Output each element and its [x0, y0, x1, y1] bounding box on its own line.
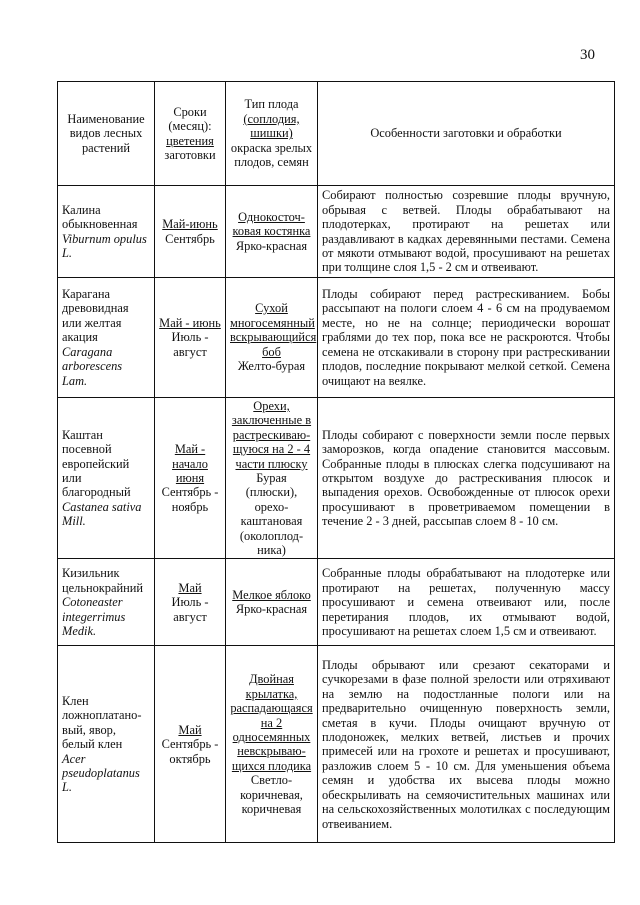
fruit-cell — [226, 559, 318, 646]
fruit-cell — [226, 278, 318, 398]
harvest-description: Плоды обрывают или срезают секаторами и сучкорезами в фазе полной зрелости или отряхивают на землю на подостланные пологи или на предварительно очищенную поверхность земли, сметая в кучи. Плоды очищают вручную от плодоножек, мелких ветвей, листьев и прочих примесей или на грохоте и решетах и просушивают, разложив слоем 5 - 10 см. Для уменьшения объема семян и удобства их высева плоды можно обескрыливать на семяочистительных машинах или на сельскохозяйственных молотилках с последующим отвеиванием. — [318, 646, 615, 843]
header-description: Особенности заготовки и обработки — [318, 82, 615, 186]
table-row — [58, 559, 615, 646]
table-row — [58, 646, 615, 843]
fruit-type: Однокосточ-ковая костянка — [232, 209, 311, 239]
dates-cell — [155, 278, 226, 398]
header-dates-harvest: заготовки — [164, 147, 216, 162]
harvest-description: Собранные плоды обрабатывают на плодотерке или протирают на решетах, полученную массу просушивают и семена отвеивают или, после перетирания плодов, их отмывают водой, просушивают на решетах слоем 1,5 см и отвеивают. — [318, 559, 615, 646]
species-name: Калина обыкновенная — [62, 202, 138, 232]
flowering-month: Май — [178, 580, 202, 595]
header-dates-flowering: цветения — [166, 133, 214, 148]
fruit-cell — [226, 398, 318, 559]
header-fruit-color: окраска зрелых плодов, семян — [230, 140, 313, 170]
flowering-month: Май - июнь — [159, 315, 221, 330]
flowering-month: Май - начало июня — [172, 442, 208, 486]
table-row — [58, 186, 615, 278]
harvest-month: Сентябрь - ноябрь — [161, 485, 219, 514]
species-latin: Acer pseudoplatanus L. — [62, 751, 140, 795]
harvest-table — [57, 81, 615, 843]
table-row — [58, 398, 615, 559]
species-cell — [58, 398, 155, 559]
species-latin: Castanea sativa Mill. — [62, 499, 142, 529]
flowering-month: Май-июнь — [162, 217, 218, 232]
fruit-color: Светло-коричневая, коричневая — [240, 773, 303, 817]
dates-cell — [155, 398, 226, 559]
harvest-month: Сентябрь - октябрь — [161, 737, 219, 766]
flowering-month: Май — [178, 722, 202, 737]
header-fruit-title: Тип плода — [244, 97, 299, 112]
header-fruit — [226, 82, 318, 186]
fruit-color: Ярко-красная — [235, 602, 308, 617]
species-name: Карагана древовидная или желтая акация — [62, 287, 129, 345]
fruit-color: Желто-бурая — [237, 359, 306, 374]
species-cell — [58, 559, 155, 646]
header-fruit-sub: (соплодия, шишки) — [243, 111, 300, 141]
fruit-type: Сухой многосемянный вскрывающийся боб — [230, 301, 317, 359]
species-name: Каштан посевной европейский или благородный — [62, 427, 131, 500]
harvest-description: Плоды собирают перед растрескиванием. Бобы рассыпают на пологи слоем 4 - 6 см на продуваемом месте, но не на солнце; периодически ворошат граблями до тех пор, пока все не раскроются. Чтобы семена не отскакивали в сторону при растрескивании плодов, последние покрывают мелкой сеткой. Семена очищают на веялке. — [318, 278, 615, 398]
species-name: Клен ложноплатано-вый, явор, белый клен — [62, 694, 142, 752]
species-latin: Viburnum opulus L. — [62, 231, 147, 260]
fruit-type: Двойная крылатка, распадающаяся на 2 односемянных невскрываю-щихся плодика — [230, 672, 313, 773]
species-cell — [58, 646, 155, 843]
species-latin: Caragana arborescens Lam. — [62, 344, 123, 388]
header-dates — [155, 82, 226, 186]
table-header-row — [58, 82, 615, 186]
fruit-type: Мелкое яблоко — [232, 588, 311, 603]
fruit-cell — [226, 186, 318, 278]
header-dates-title: Сроки (месяц): — [168, 104, 212, 134]
harvest-month: Июль - август — [171, 595, 209, 624]
dates-cell — [155, 186, 226, 278]
fruit-color: Ярко-красная — [235, 238, 308, 253]
harvest-month: Июль - август — [171, 330, 209, 359]
species-name: Кизильник цельнокрайний — [62, 566, 144, 595]
fruit-type: Орехи, заключенные в растрескиваю-щуюся на 2 - 4 части плюску — [231, 399, 312, 471]
dates-cell — [155, 559, 226, 646]
fruit-cell — [226, 646, 318, 843]
page-number: 30 — [580, 47, 595, 63]
header-species-name: Наименование видов лесных растений — [58, 82, 155, 186]
dates-cell — [155, 646, 226, 843]
harvest-month: Сентябрь — [165, 231, 215, 246]
fruit-color: Бурая (плюски), орехо-каштановая (околоплод-ника) — [239, 471, 304, 558]
species-cell — [58, 278, 155, 398]
table-row — [58, 278, 615, 398]
species-cell — [58, 186, 155, 278]
harvest-description: Плоды собирают с поверхности земли после первых заморозков, когда опадение становится массовым. Собранные плоды в плюсках слегка подсушивают на открытом воздухе до растрескивания плюсок и выпадения орехов. Освобожденные от плюсок орехи просушивают в проветриваемом помещении в течение 2 - 3 дней, рассыпав слоем 8 - 10 см. — [318, 398, 615, 559]
harvest-description: Собирают полностью созревшие плоды вручную, обрывая с ветвей. Плоды обрабатывают на плодотерках, протирают на решетах или раздавливают в кадках деревянными пестами. Семена от мякоти отмывают водой, просушивают на решетах при толщине слоя 1,5 - 2 см и отвеивают. — [318, 186, 615, 278]
species-latin: Cotoneaster integerrimus Medik. — [62, 595, 126, 639]
